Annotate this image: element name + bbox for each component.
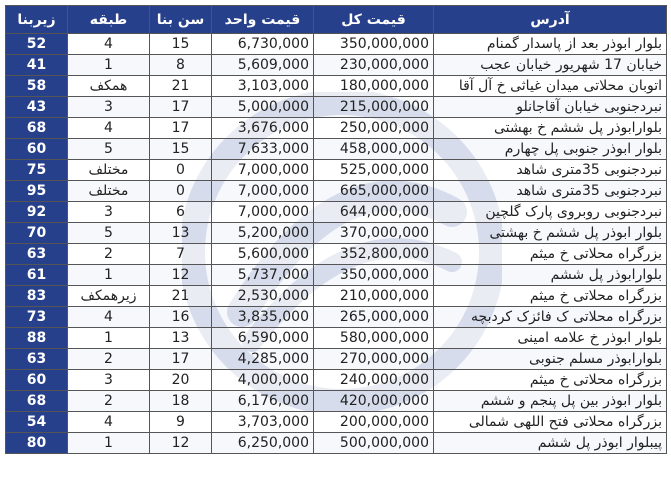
cell-address: خیابان 17 شهریور خیابان عجب xyxy=(434,55,667,76)
cell-area: 43 xyxy=(6,97,68,118)
table-row xyxy=(6,433,667,454)
cell-total-price: 500,000,000 xyxy=(314,433,434,454)
cell-floor: 1 xyxy=(68,265,150,286)
cell-total-price: 370,000,000 xyxy=(314,223,434,244)
header-area: زیربنا xyxy=(6,6,68,34)
cell-area: 54 xyxy=(6,412,68,433)
table-row xyxy=(6,244,667,265)
cell-age: 18 xyxy=(150,391,212,412)
cell-unit-price: 5,000,000 xyxy=(212,97,314,118)
cell-unit-price: 4,285,000 xyxy=(212,349,314,370)
cell-unit-price: 3,703,000 xyxy=(212,412,314,433)
cell-area: 80 xyxy=(6,433,68,454)
table-row xyxy=(6,286,667,307)
table-row xyxy=(6,181,667,202)
cell-age: 12 xyxy=(150,433,212,454)
cell-unit-price: 7,000,000 xyxy=(212,181,314,202)
cell-age: 16 xyxy=(150,307,212,328)
cell-area: 70 xyxy=(6,223,68,244)
cell-address: پیبلوار ابوذر پل ششم xyxy=(434,433,667,454)
cell-age: 0 xyxy=(150,160,212,181)
cell-address: بلوار ابوذر خ علامه امینی xyxy=(434,328,667,349)
header-age: سن بنا xyxy=(150,6,212,34)
cell-unit-price: 4,000,000 xyxy=(212,370,314,391)
header-total-price: قیمت کل xyxy=(314,6,434,34)
table-row xyxy=(6,223,667,244)
table-body xyxy=(6,34,667,454)
cell-area: 61 xyxy=(6,265,68,286)
cell-address: بلوار ابوذر پل ششم خ بهشتی xyxy=(434,223,667,244)
cell-age: 12 xyxy=(150,265,212,286)
table-row xyxy=(6,307,667,328)
cell-age: 21 xyxy=(150,286,212,307)
cell-address: بزرگراه محلاتی خ میثم xyxy=(434,370,667,391)
cell-floor: مختلف xyxy=(68,181,150,202)
cell-floor: 3 xyxy=(68,202,150,223)
cell-age: 8 xyxy=(150,55,212,76)
cell-floor: 4 xyxy=(68,307,150,328)
cell-floor: 4 xyxy=(68,412,150,433)
cell-age: 9 xyxy=(150,412,212,433)
cell-total-price: 215,000,000 xyxy=(314,97,434,118)
cell-floor: 3 xyxy=(68,97,150,118)
cell-address: بلوار ابوذر جنوبی پل چهارم xyxy=(434,139,667,160)
cell-unit-price: 5,609,000 xyxy=(212,55,314,76)
cell-floor: همکف xyxy=(68,76,150,97)
cell-area: 92 xyxy=(6,202,68,223)
cell-area: 63 xyxy=(6,349,68,370)
price-table xyxy=(5,5,667,454)
cell-age: 17 xyxy=(150,97,212,118)
cell-total-price: 580,000,000 xyxy=(314,328,434,349)
cell-total-price: 350,000,000 xyxy=(314,34,434,55)
table-row xyxy=(6,412,667,433)
table-row xyxy=(6,160,667,181)
cell-address: بلوارابوذر مسلم جنوبی xyxy=(434,349,667,370)
cell-address: نبردجنوبی روبروی پارک گلچین xyxy=(434,202,667,223)
cell-address: بزرگراه محلاتی فتح اللهی شمالی xyxy=(434,412,667,433)
cell-unit-price: 5,200,000 xyxy=(212,223,314,244)
cell-area: 88 xyxy=(6,328,68,349)
cell-total-price: 458,000,000 xyxy=(314,139,434,160)
cell-total-price: 210,000,000 xyxy=(314,286,434,307)
cell-unit-price: 6,730,000 xyxy=(212,34,314,55)
table-header xyxy=(6,6,667,34)
cell-floor: 4 xyxy=(68,34,150,55)
header-address: آدرس xyxy=(434,6,667,34)
cell-area: 73 xyxy=(6,307,68,328)
cell-age: 0 xyxy=(150,181,212,202)
cell-address: بلوارابوذر پل ششم xyxy=(434,265,667,286)
header-row xyxy=(6,6,667,34)
cell-floor: 4 xyxy=(68,118,150,139)
cell-address: بزرگراه محلاتی ک فائزک کردبچه xyxy=(434,307,667,328)
cell-area: 41 xyxy=(6,55,68,76)
cell-address: بلوار ابوذر بین پل پنجم و ششم xyxy=(434,391,667,412)
cell-address: بزرگراه محلاتی خ میثم xyxy=(434,244,667,265)
cell-total-price: 525,000,000 xyxy=(314,160,434,181)
cell-total-price: 644,000,000 xyxy=(314,202,434,223)
cell-floor: مختلف xyxy=(68,160,150,181)
cell-unit-price: 5,600,000 xyxy=(212,244,314,265)
cell-area: 68 xyxy=(6,118,68,139)
cell-total-price: 352,800,000 xyxy=(314,244,434,265)
cell-address: نبردجنوبی 35متری شاهد xyxy=(434,181,667,202)
cell-age: 20 xyxy=(150,370,212,391)
cell-address: نبردجنوبی خیابان آقاجانلو xyxy=(434,97,667,118)
table-row xyxy=(6,391,667,412)
cell-age: 15 xyxy=(150,34,212,55)
cell-floor: 2 xyxy=(68,244,150,265)
cell-floor: 2 xyxy=(68,349,150,370)
cell-total-price: 240,000,000 xyxy=(314,370,434,391)
cell-unit-price: 6,250,000 xyxy=(212,433,314,454)
cell-area: 95 xyxy=(6,181,68,202)
table-row xyxy=(6,118,667,139)
header-floor: طبقه xyxy=(68,6,150,34)
cell-total-price: 250,000,000 xyxy=(314,118,434,139)
table-row xyxy=(6,265,667,286)
table-row xyxy=(6,34,667,55)
cell-address: بلوارابوذر پل ششم خ بهشتی xyxy=(434,118,667,139)
cell-unit-price: 3,103,000 xyxy=(212,76,314,97)
cell-total-price: 265,000,000 xyxy=(314,307,434,328)
table-row xyxy=(6,349,667,370)
cell-total-price: 270,000,000 xyxy=(314,349,434,370)
cell-unit-price: 6,176,000 xyxy=(212,391,314,412)
cell-floor: 1 xyxy=(68,55,150,76)
cell-total-price: 180,000,000 xyxy=(314,76,434,97)
cell-total-price: 665,000,000 xyxy=(314,181,434,202)
cell-address: بلوار ابوذر بعد از پاسدار گمنام xyxy=(434,34,667,55)
table-row xyxy=(6,55,667,76)
cell-unit-price: 3,676,000 xyxy=(212,118,314,139)
table-row xyxy=(6,328,667,349)
cell-age: 17 xyxy=(150,349,212,370)
cell-floor: زیرهمکف xyxy=(68,286,150,307)
cell-area: 60 xyxy=(6,139,68,160)
cell-floor: 5 xyxy=(68,223,150,244)
cell-unit-price: 3,835,000 xyxy=(212,307,314,328)
cell-area: 75 xyxy=(6,160,68,181)
cell-area: 68 xyxy=(6,391,68,412)
cell-address: اتوبان محلاتی میدان غیاثی خ آل آقا xyxy=(434,76,667,97)
header-unit-price: قیمت واحد xyxy=(212,6,314,34)
cell-address: نبردجنوبی 35متری شاهد xyxy=(434,160,667,181)
cell-address: بزرگراه محلاتی خ میثم xyxy=(434,286,667,307)
cell-area: 63 xyxy=(6,244,68,265)
cell-floor: 1 xyxy=(68,328,150,349)
cell-unit-price: 7,633,000 xyxy=(212,139,314,160)
cell-area: 60 xyxy=(6,370,68,391)
cell-age: 13 xyxy=(150,328,212,349)
table-row xyxy=(6,76,667,97)
cell-age: 6 xyxy=(150,202,212,223)
cell-total-price: 420,000,000 xyxy=(314,391,434,412)
cell-area: 52 xyxy=(6,34,68,55)
cell-total-price: 200,000,000 xyxy=(314,412,434,433)
cell-floor: 5 xyxy=(68,139,150,160)
cell-floor: 1 xyxy=(68,433,150,454)
cell-age: 17 xyxy=(150,118,212,139)
cell-unit-price: 7,000,000 xyxy=(212,202,314,223)
cell-unit-price: 2,530,000 xyxy=(212,286,314,307)
cell-unit-price: 6,590,000 xyxy=(212,328,314,349)
cell-age: 15 xyxy=(150,139,212,160)
cell-area: 58 xyxy=(6,76,68,97)
cell-area: 83 xyxy=(6,286,68,307)
cell-age: 21 xyxy=(150,76,212,97)
table-row xyxy=(6,370,667,391)
table-row xyxy=(6,139,667,160)
cell-total-price: 350,000,000 xyxy=(314,265,434,286)
cell-unit-price: 7,000,000 xyxy=(212,160,314,181)
cell-age: 7 xyxy=(150,244,212,265)
cell-unit-price: 5,737,000 xyxy=(212,265,314,286)
cell-floor: 2 xyxy=(68,391,150,412)
cell-total-price: 230,000,000 xyxy=(314,55,434,76)
table-row xyxy=(6,202,667,223)
table-row xyxy=(6,97,667,118)
cell-floor: 3 xyxy=(68,370,150,391)
cell-age: 13 xyxy=(150,223,212,244)
